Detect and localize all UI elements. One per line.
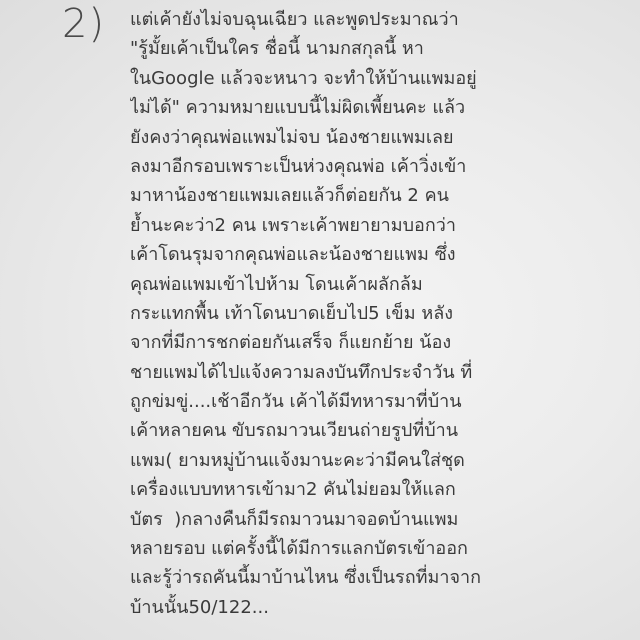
text-line: ชายแพมได้ไปแจ้งความลงบันทึกประจำวัน ที่ [130, 361, 473, 383]
text-line: เครื่องแบบทหารเข้ามา2 คันไม่ยอมให้แลก [130, 479, 456, 501]
text-line: แพม( ยามหมู่บ้านแจ้งมานะคะว่ามีคนใส่ชุด [130, 449, 465, 471]
text-line: บ้านนั้น50/122... [130, 596, 269, 618]
text-line: กระแทกพื้น เท้าโดนบาดเย็บไป5 เข็ม หลัง [130, 302, 454, 324]
text-line: เค้าโดนรุมจากคุณพ่อและน้องชายแพม ซึ่ง [130, 244, 456, 266]
text-line: เค้าหลายคน ขับรถมาวนเวียนถ่ายรูปที่บ้าน [130, 420, 459, 442]
section-number: 2) [62, 1, 106, 47]
note-body [130, 5, 620, 622]
text-line: จากที่มีการชกต่อยกันเสร็จ ก็แยกย้าย น้อง [130, 332, 452, 354]
text-line: บัตร )กลางคืนก็มีรถมาวนมาจอดบ้านแพม [130, 508, 459, 530]
text-line: ไม่ได้" ความหมายแบบนี้ไม่ผิดเพี้ยนคะ แล้ว [130, 97, 466, 119]
text-line: "รู้มั้ยเค้าเป็นใคร ชื่อนี้ นามกสกุลนี้ หา [130, 38, 424, 60]
text-line: แต่เค้ายังไม่จบฉุนเฉียว และพูดประมาณว่า [130, 9, 459, 30]
text-line: ยังคงว่าคุณพ่อแพมไม่จบ น้องชายแพมเลย [130, 126, 454, 148]
text-line: หลายรอบ แต่ครั้งนี้ได้มีการแลกบัตรเข้าออก [130, 538, 468, 560]
text-line: คุณพ่อแพมเข้าไปห้าม โดนเค้าผลักล้ม [130, 273, 423, 295]
text-line: ย้ำนะคะว่า2 คน เพราะเค้าพยายามบอกว่า [130, 214, 456, 236]
text-line: ในGoogle แล้วจะหนาว จะทำให้บ้านแพมอยู่ [130, 67, 477, 89]
text-line: และรู้ว่ารถคันนี้มาบ้านไหน ซึ่งเป็นรถที่มาจาก [130, 567, 481, 589]
text-line: ถูกข่มขู่....เช้าอีกวัน เค้าได้มีทหารมาที่บ้าน [130, 391, 462, 413]
text-line: ลงมาอีกรอบเพราะเป็นห่วงคุณพ่อ เค้าวิ่งเข้า [130, 155, 467, 177]
text-line: มาหาน้องชายแพมเลยแล้วก็ต่อยกัน 2 คน [130, 185, 449, 207]
